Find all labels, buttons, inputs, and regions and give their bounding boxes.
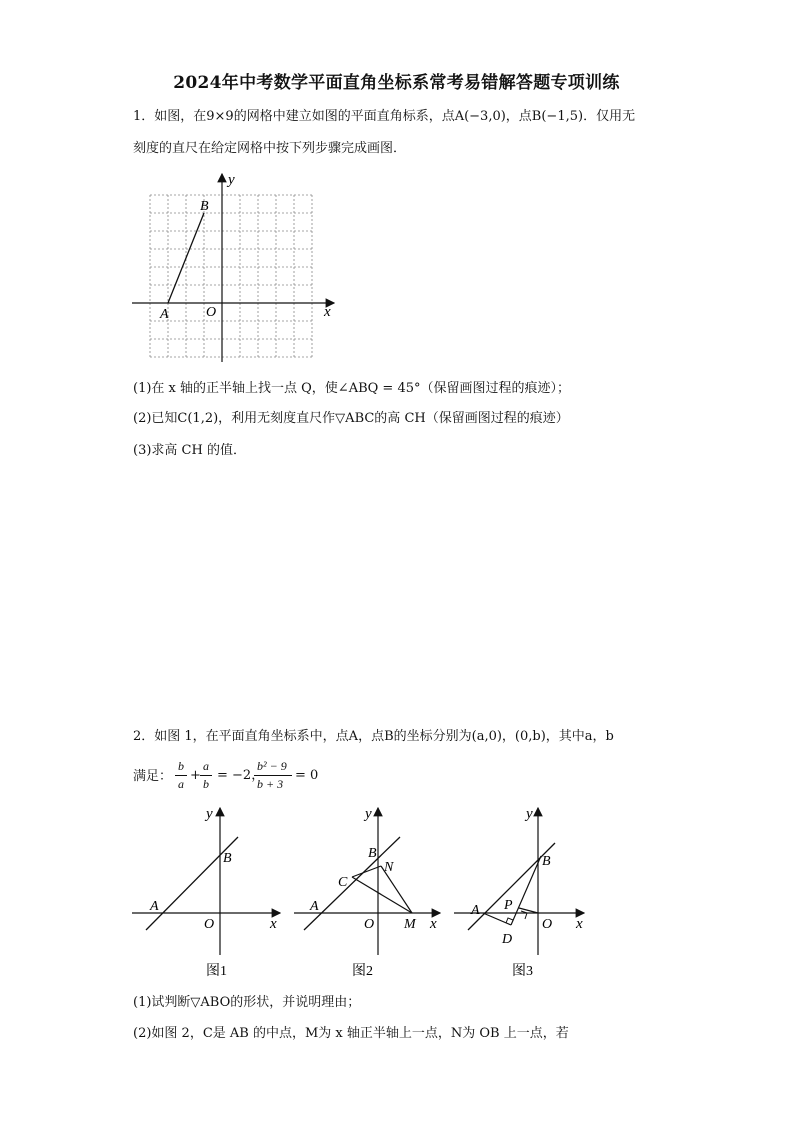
- q1-part3: (3)求高 CH 的值．: [133, 443, 246, 458]
- segment-ad: [483, 913, 511, 925]
- label-a: A: [471, 903, 480, 918]
- equation2-rhs: = 0: [295, 768, 319, 783]
- label-m: M: [404, 917, 416, 932]
- page-title: 2024年中考数学平面直角坐标系常考易错解答题专项训练: [173, 73, 620, 93]
- label-y: y: [526, 806, 533, 822]
- segment-ab: [168, 213, 204, 303]
- frac2-num: a: [203, 759, 209, 773]
- caption: 图1: [206, 964, 227, 979]
- q1-line1: 1．如图，在9×9的网格中建立如图的平面直角标系，点A(−3,0)，点B(−1,5)．仅用无: [133, 109, 636, 124]
- q2-figure-3: [450, 800, 610, 985]
- label-x: x: [430, 916, 437, 932]
- label-o: O: [204, 917, 215, 932]
- segment-cn: [352, 866, 381, 877]
- caption: 图2: [352, 964, 373, 979]
- frac3-num: b² − 9: [257, 759, 287, 773]
- q2-part2: (2)如图 2，C是 AB 的中点，M为 x 轴正半轴上一点，N为 OB 上一点，若: [133, 1026, 569, 1041]
- frac3-bar: [254, 775, 292, 776]
- frac3-den: b + 3: [257, 777, 284, 791]
- label-b: B: [542, 854, 551, 869]
- label-o: O: [206, 305, 217, 320]
- q1-grid-figure: [128, 170, 343, 365]
- label-n: N: [384, 860, 394, 875]
- label-y: y: [228, 172, 235, 188]
- frac1-bar: [175, 775, 187, 776]
- label-p: P: [504, 898, 513, 913]
- label-o: O: [542, 917, 553, 932]
- q2-line1: 2．如图 1，在平面直角坐标系中，点A，点B的坐标分别为(a,0)，(0,b)，其中a，b: [133, 729, 614, 744]
- label-x: x: [270, 916, 277, 932]
- label-a: A: [160, 307, 169, 322]
- q2-figure-2: [290, 800, 450, 985]
- condition-prefix: 满足：: [133, 769, 173, 784]
- caption: 图3: [512, 964, 533, 979]
- label-y: y: [365, 806, 372, 822]
- q2-figure-1: [128, 800, 288, 985]
- label-y: y: [206, 806, 213, 822]
- q1-part2: (2)已知C(1,2)，利用无刻度直尺作▽ABC的高 CH（保留画图过程的痕迹）: [133, 411, 569, 426]
- q1-part1: (1)在 x 轴的正半轴上找一点 Q，使∠ABQ = 45°（保留画图过程的痕迹）；: [133, 381, 570, 396]
- segment-po: [519, 908, 538, 913]
- line-ab: [304, 837, 400, 930]
- right-angle-mark-p: [521, 911, 527, 919]
- equation1-rhs: = −2，: [217, 768, 265, 783]
- frac1-num: b: [178, 759, 184, 773]
- plus-sign: +: [190, 768, 201, 783]
- frac2-den: b: [203, 777, 209, 791]
- label-d: D: [502, 932, 513, 947]
- label-o: O: [364, 917, 375, 932]
- q1-line2: 刻度的直尺在给定网格中按下列步骤完成画图．: [133, 141, 407, 156]
- label-a: A: [150, 899, 159, 914]
- label-b: B: [368, 846, 377, 861]
- q2-condition: [133, 758, 393, 794]
- label-c: C: [338, 875, 348, 890]
- label-a: A: [310, 899, 319, 914]
- frac2-bar: [200, 775, 212, 776]
- segment-cm: [352, 877, 412, 913]
- label-b: B: [223, 851, 232, 866]
- q2-part1: (1)试判断▽ABO的形状，并说明理由；: [133, 995, 361, 1010]
- label-b: B: [200, 199, 209, 214]
- label-x: x: [324, 304, 331, 320]
- frac1-den: a: [178, 777, 184, 791]
- grid-lines: [150, 195, 312, 357]
- label-x: x: [576, 916, 583, 932]
